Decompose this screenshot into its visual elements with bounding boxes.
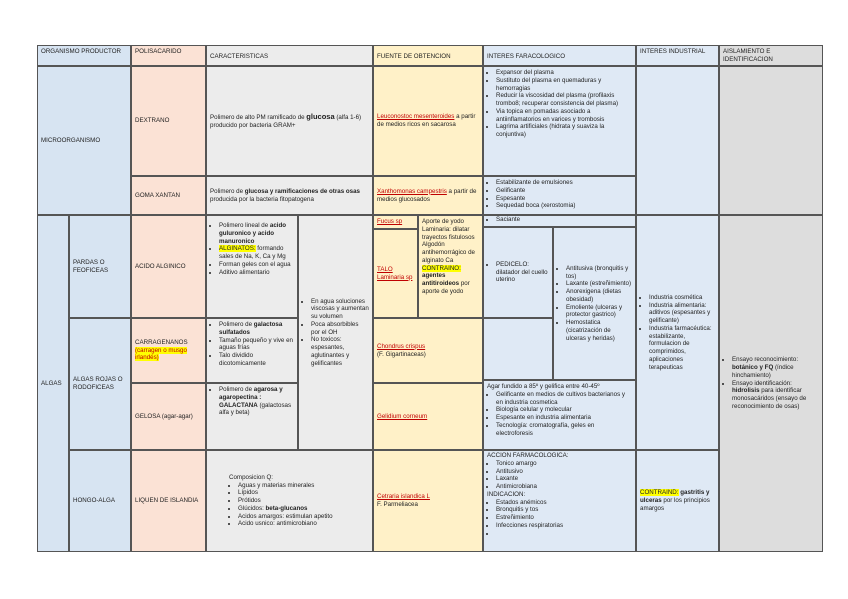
algin-fuente-fucus	[373, 215, 418, 229]
list-item: • En agua soluciones viscosas y aumentan su volumen	[311, 298, 369, 321]
carra-farm	[483, 318, 553, 380]
list-item: • Biología celular y molecular	[496, 406, 632, 414]
list-item: • Gelificante en medios de cultivos bacterianos y en industria cosmetica	[496, 391, 632, 407]
list-item: • Sustituto del plasma en quemaduras y hemorragias	[496, 77, 632, 93]
dextrano-fuente-link[interactable]: Leuconostoc mesenteroides	[377, 113, 455, 121]
list-item: • Gelificante	[496, 187, 632, 195]
dextrano-name: DEXTRANO	[131, 66, 206, 176]
list-item: • Lagrima artificiales (hidrata y suaviza la conjuntiva)	[496, 123, 632, 139]
header-fuente: FUENTE DE OBTENCION	[373, 45, 483, 66]
gelosa-name: GELOSA (agar-agar)	[131, 383, 206, 450]
list-item: • Espesante en industria alimentaria	[496, 414, 632, 422]
list-item: • Reducir la viscosidad del plasma (profilaxis trombo8; recuperar consistencia del plasma)	[496, 92, 632, 108]
gelidium-link[interactable]: Gelidium corneum	[377, 412, 428, 420]
header-farmaco: INTERES FARACOLOGICO	[483, 45, 636, 66]
list-item: • PEDICELO: dilatador del cuello uterino	[496, 261, 549, 284]
list-item: • Via topica en pomadas asociado a antiinflamatorios en varices y trombosis	[496, 108, 632, 124]
list-item: • No toxicos: espesantes, aglutinantes y gelificantes	[311, 336, 369, 367]
gelosa-caracteristicas	[206, 383, 298, 450]
list-item: • Acido usnico: antimicrobiano	[238, 520, 369, 528]
goma-fuente: Xanthomonas campestris a partir de medios glucosados	[373, 176, 483, 215]
list-item: • Tecnología: cromatografía, geles en electroforesis	[496, 422, 632, 438]
goma-fuente-link[interactable]: Xanthomonas campestris	[377, 187, 447, 195]
list-item: • Industria farmacéutica: estabilizante, formulacion de comprimidos, aplicaciones terapeuticas	[649, 325, 715, 372]
liquen-name: LIQUEN DE ISLANDIA	[131, 450, 206, 552]
algin-farm-pedicelo	[483, 227, 553, 318]
list-item: • ALGINATOS: formando sales de Na, K, Ca y Mg	[219, 245, 294, 261]
list-item: • Poca absorbibles por el OH	[311, 321, 369, 337]
liquen-industrial: CONTRAIND: gastritis y ulceras por los principios amargos	[636, 450, 719, 552]
list-item: • Talo dividido dicotomicamente	[219, 352, 294, 368]
goma-farmaco	[483, 176, 636, 215]
dextrano-farmaco	[483, 66, 636, 176]
header-polisacarido: POLISACARIDO	[131, 45, 206, 66]
list-item: • Sequedad boca (xerostomia)	[496, 202, 632, 210]
list-item: • Estreñimiento	[496, 514, 632, 522]
list-item: • Antimicrobiana	[496, 483, 632, 491]
list-item: • Polimero de agarosa y agaropectina : GALACTANA (galactosas alfa y beta)	[219, 386, 294, 417]
list-item: • Glúcidos: beta-glucanos	[238, 505, 369, 513]
algin-farm-list	[553, 227, 636, 380]
list-item: • Laxante	[496, 475, 632, 483]
list-item: • Tonico amargo	[496, 460, 632, 468]
list-item: • Antitusiva (bronquitis y tos)	[566, 265, 632, 281]
group-algas: ALGAS	[37, 215, 69, 552]
gelosa-farmaco: Agar fundido a 85º y gelifica entre 40-45º • Gelificante en medios de cultivos bacterianos y en industria cosmetica • Biología celular y molecular • Espesante en industria alimentaria • Tecnología: cromatografía, geles en electroforesis	[483, 380, 636, 450]
list-item: • Tamaño pequeño y vive en aguas frías	[219, 337, 294, 353]
header-caracteristicas: CARACTERISTICAS	[206, 45, 373, 66]
list-item: • Espesante	[496, 195, 632, 203]
shared-caracteristicas	[298, 215, 373, 450]
list-item: • Industria alimentaria: aditivos (espesantes y gelificante)	[649, 302, 715, 325]
list-item: • Infecciones respiratorias	[496, 522, 632, 530]
list-item: • Anorexigena (dietas obesidad)	[566, 288, 632, 304]
list-item: • Bronquitis y tos	[496, 506, 632, 514]
micro-industrial	[636, 66, 719, 215]
list-item: • Acidos amargos: estimulan apetito	[238, 513, 369, 521]
list-item: • Estados anémicos	[496, 499, 632, 507]
goma-caracteristicas: Polimero de glucosa y ramificaciones de otras osas producida por la bacteria fitopatogena	[206, 176, 373, 215]
list-item: • Polimero de galactosa sulfatados	[219, 321, 294, 337]
list-item: • Saciante	[496, 216, 632, 224]
algin-farm-top	[483, 215, 636, 227]
list-item: • Ensayo identificación: hidrolisis para identificar monosacáridos (ensayo de reconocimiento de osas)	[732, 380, 819, 411]
algin-fuente-notes: Aporte de yodo Laminaria: dilatar trayectos fistulosos Algodón antihemorrágico de alginato Ca CONTRAINO: agentes antitiroideos por aporte de yodo	[418, 215, 483, 318]
header-aislamiento: AISLAMIENTO E IDENTIFICACION	[719, 45, 823, 66]
list-item: • Forman geles con el agua	[219, 261, 294, 269]
gelosa-fuente	[373, 383, 483, 450]
group-pardas: PARDAS O FEOFICEAS	[69, 215, 131, 318]
dextrano-caracteristicas: Polimero de alto PM ramificado de glucosa (alfa 1-6) producido por bacteria GRAM+	[206, 66, 373, 176]
liquen-caracteristicas: Composicion Q: • Aguas y materias minerales • Lípidos • Prótidos • Glúcidos: beta-glucanos • Acidos amargos: estimulan apetito • Acido usnico: antimicrobiano	[206, 450, 373, 552]
list-item: • Lípidos	[238, 489, 369, 497]
algin-fuente-talo	[373, 229, 418, 318]
list-item: • Industria cosmética	[649, 294, 715, 302]
list-item: • Hemostatica (cicatrización de ulceras y heridas)	[566, 319, 632, 342]
liquen-fuente: Cetraria islandica L F. Parmeliacea	[373, 450, 483, 552]
group-microorganismo: MICROORGANISMO	[37, 66, 131, 215]
group-hongo-alga: HONGO-ALGA	[69, 450, 131, 552]
carra-caracteristicas	[206, 318, 298, 383]
list-item: • Ensayo reconocimiento: botánico y FQ (índice hinchamiento)	[732, 356, 819, 379]
list-item: • Antitusivo	[496, 468, 632, 476]
list-item: • Laxante (estreñimiento)	[566, 280, 632, 288]
list-item	[496, 530, 632, 538]
list-item: • Polimero lineal de acido guluronico y acido manuronico	[219, 222, 294, 245]
group-rojas: ALGAS ROJAS O RODOFICEAS	[69, 318, 131, 450]
list-item: • Aditivo alimentario	[219, 269, 294, 277]
algin-name: ACIDO ALGINICO	[131, 215, 206, 318]
liquen-farmaco: ACCION FARMACOLOGICA: • Tonico amargo • Antitusivo • Laxante • Antimicrobiana INDICACION: • Estados anémicos • Bronquitis y tos • Estreñimiento • Infecciones respiratorias •	[483, 450, 636, 552]
carra-fuente-link[interactable]: Chondrus crispus	[377, 342, 426, 350]
algas-industrial	[636, 215, 719, 450]
list-item: • Estabilizante de emulsiones	[496, 179, 632, 187]
goma-name: GOMA XANTAN	[131, 176, 206, 215]
carra-name: CARRAGENANOS (carragen o musgo irlandés)	[131, 318, 206, 383]
list-item: • Aguas y materias minerales	[238, 482, 369, 490]
dextrano-fuente: Leuconostoc mesenteroides a partir de medios ricos en sacarosa	[373, 66, 483, 176]
list-item: • Expansor del plasma	[496, 69, 632, 77]
laminaria-link[interactable]: TALO Laminaria sp	[377, 265, 413, 281]
carra-fuente: Chondrus crispus (F. Gigartinaceas)	[373, 318, 483, 383]
fucus-link[interactable]: Fucus sp	[377, 218, 403, 225]
list-item: • Prótidos	[238, 497, 369, 505]
algin-caracteristicas	[206, 215, 298, 318]
cetraria-link[interactable]: Cetraria islandica L	[377, 493, 430, 501]
algas-aislamiento	[719, 215, 823, 552]
list-item: • Emoliente (ulceras y protector gastrico)	[566, 304, 632, 320]
header-industrial: INTERES INDUSTRIAL	[636, 45, 719, 66]
header-organismo: ORGANISMO PRODUCTOR	[37, 45, 131, 66]
micro-aislamiento	[719, 66, 823, 215]
